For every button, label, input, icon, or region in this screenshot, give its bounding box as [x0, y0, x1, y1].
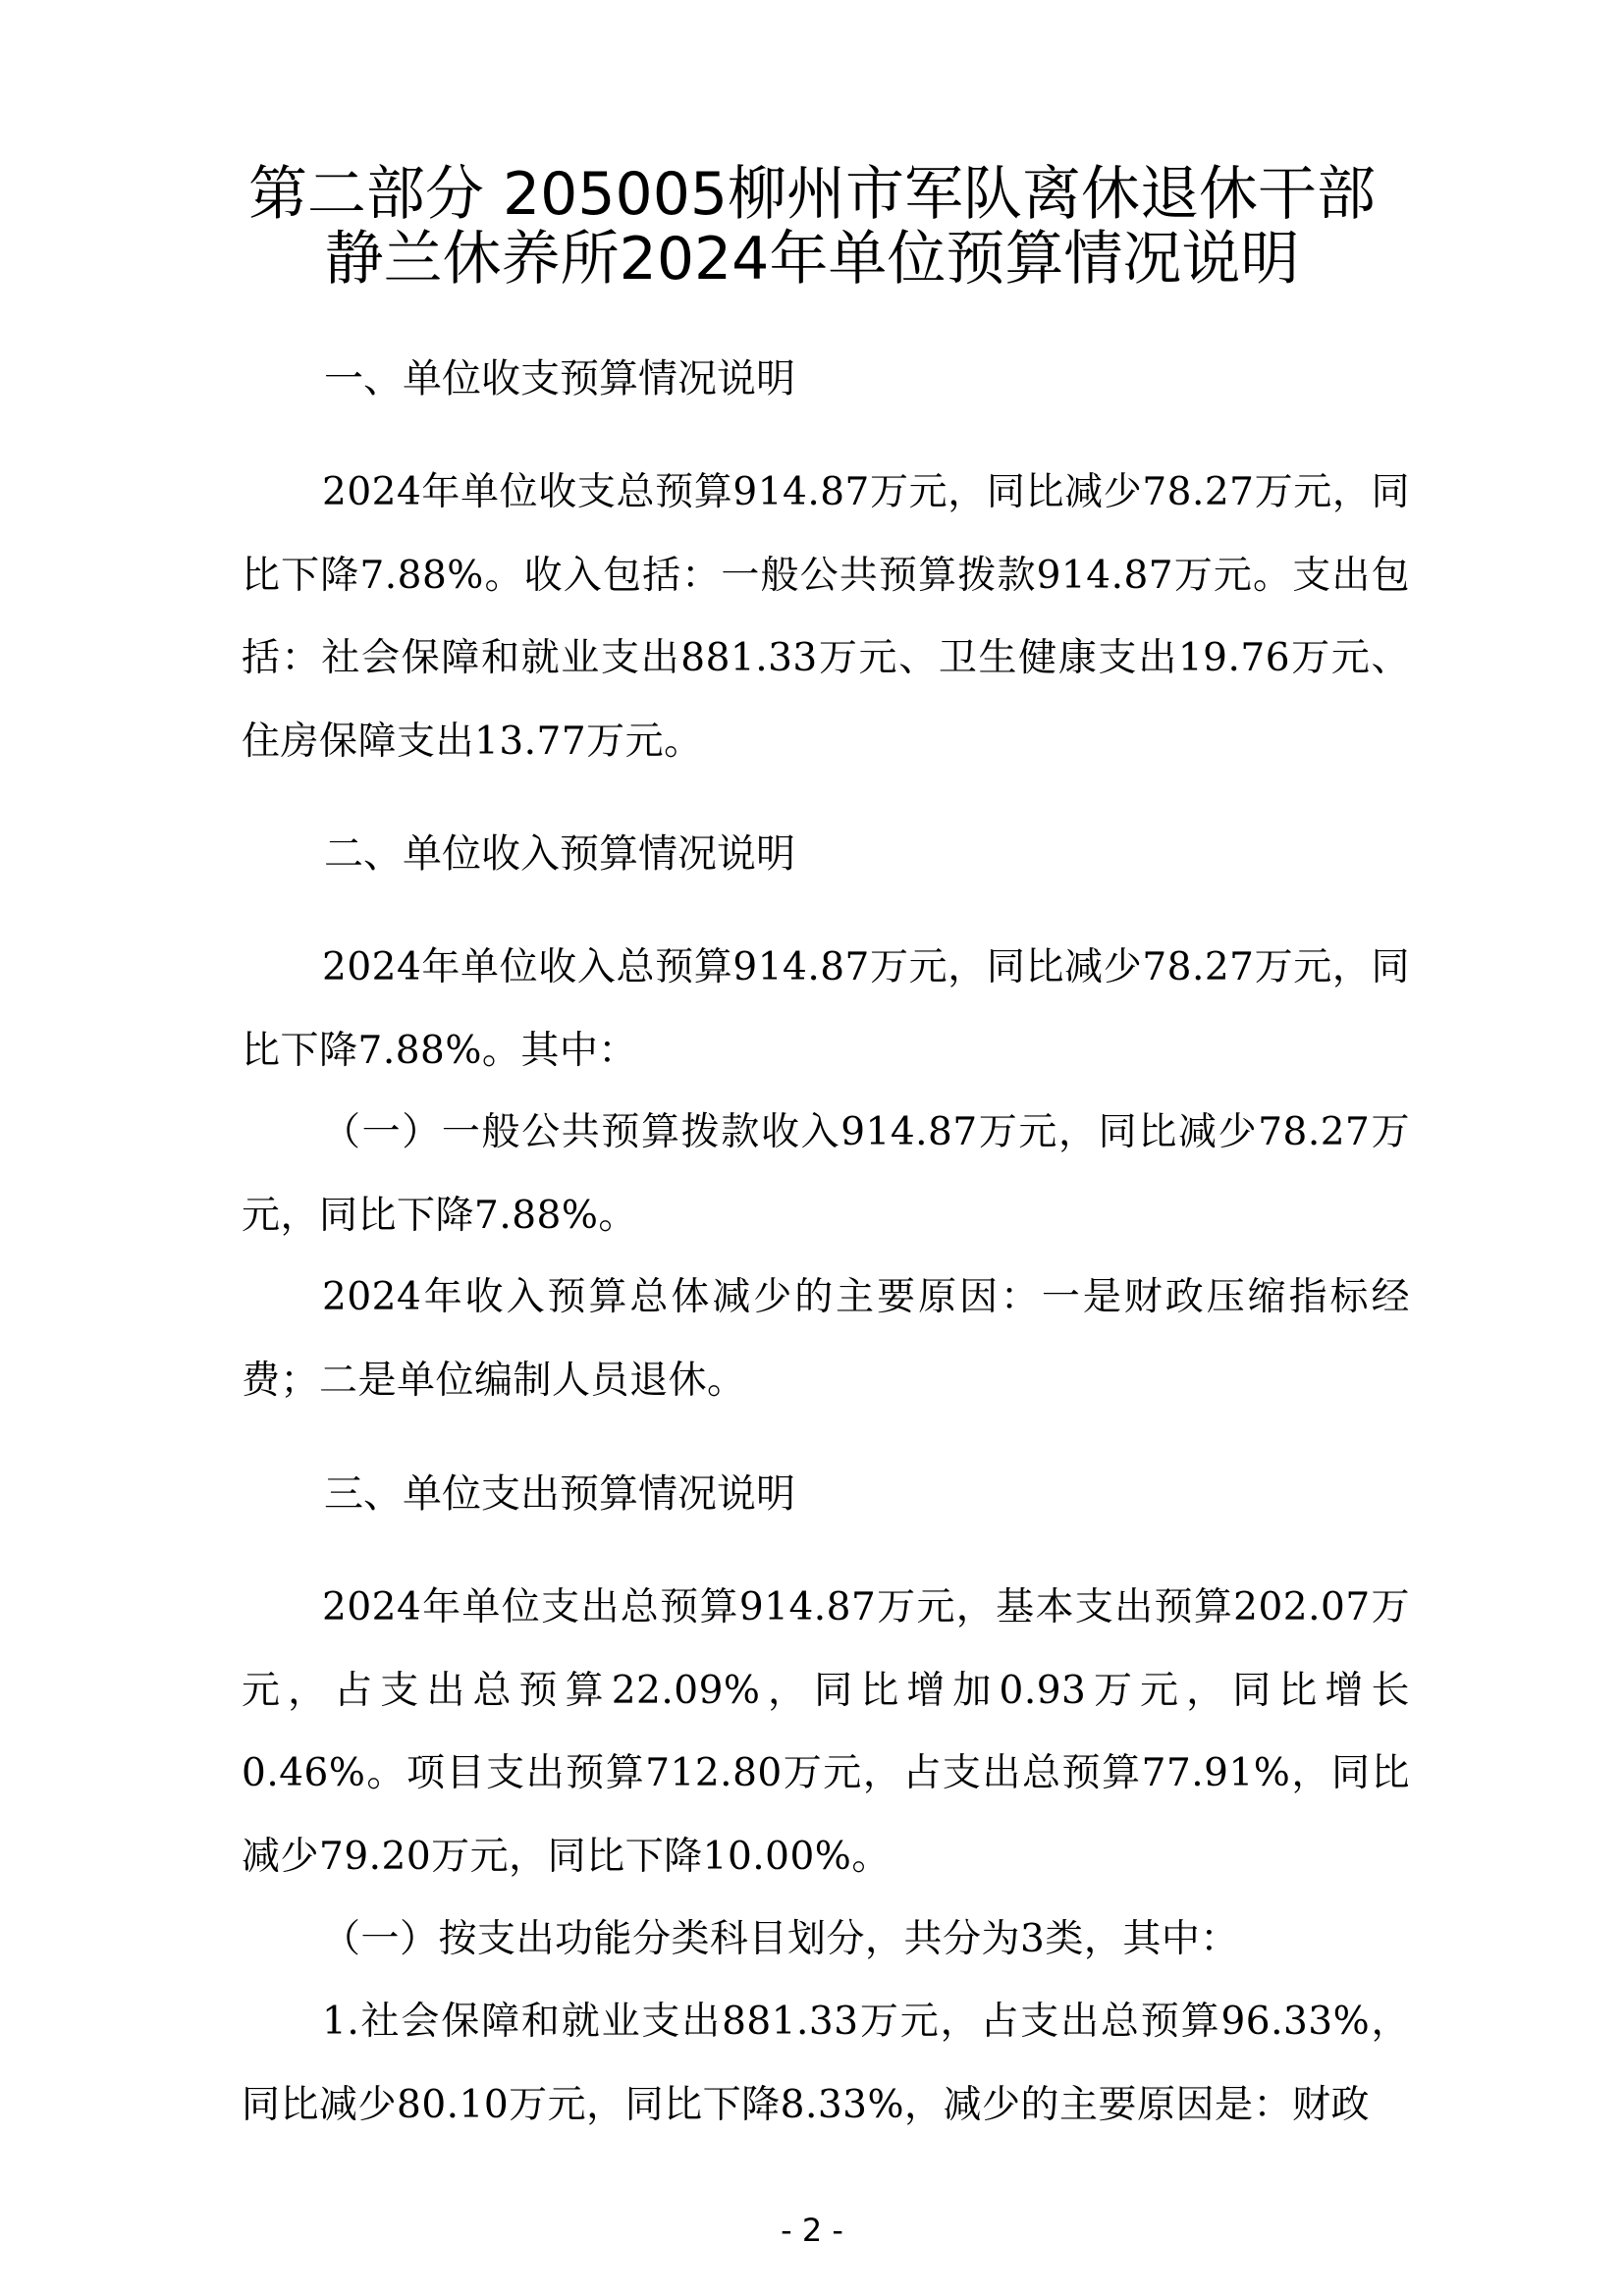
paragraph-income-general-budget: （一）一般公共预算拨款收入914.87万元，同比减少78.27万元，同比下降7.88%。 [242, 1110, 1410, 1238]
section-heading-expenditure: 三、单位支出预算情况说明 [324, 1471, 795, 1517]
paragraph-social-security-expenditure: 1.社会保障和就业支出881.33万元，占支出总预算96.33%，同比减少80.10万元，同比下降8.33%，减少的主要原因是：财政 [242, 2000, 1410, 2127]
paragraph-income-summary: 2024年单位收入总预算914.87万元，同比减少78.27万元，同比下降7.88%。其中： [242, 945, 1410, 1073]
section-heading-income: 二、单位收入预算情况说明 [324, 831, 795, 877]
paragraph-income-decrease-reason: 2024年收入预算总体减少的主要原因：一是财政压缩指标经费；二是单位编制人员退休。 [242, 1275, 1410, 1403]
document-title-line-1: 第二部分 205005柳州市军队离休退休干部 [247, 160, 1377, 229]
section-heading-income-expenditure: 一、单位收支预算情况说明 [324, 356, 795, 401]
paragraph-expenditure-by-function: （一）按支出功能分类科目划分，共分为3类，其中： [322, 1917, 1239, 1961]
paragraph-expenditure-summary: 2024年单位支出总预算914.87万元，基本支出预算202.07万元，占支出总预算22.09%，同比增加0.93万元，同比增长0.46%。项目支出预算712.80万元，占支出总预算77.91%，同比减少79.20万元，同比下降10.00%。 [242, 1585, 1410, 1879]
page-number: - 2 - [781, 2212, 843, 2249]
paragraph-income-expenditure-summary: 2024年单位收支总预算914.87万元，同比减少78.27万元，同比下降7.88%。收入包括：一般公共预算拨款914.87万元。支出包括：社会保障和就业支出881.33万元、卫生健康支出19.76万元、住房保障支出13.77万元。 [242, 470, 1410, 764]
document-title-line-2: 静兰休养所2024年单位预算情况说明 [324, 225, 1300, 294]
